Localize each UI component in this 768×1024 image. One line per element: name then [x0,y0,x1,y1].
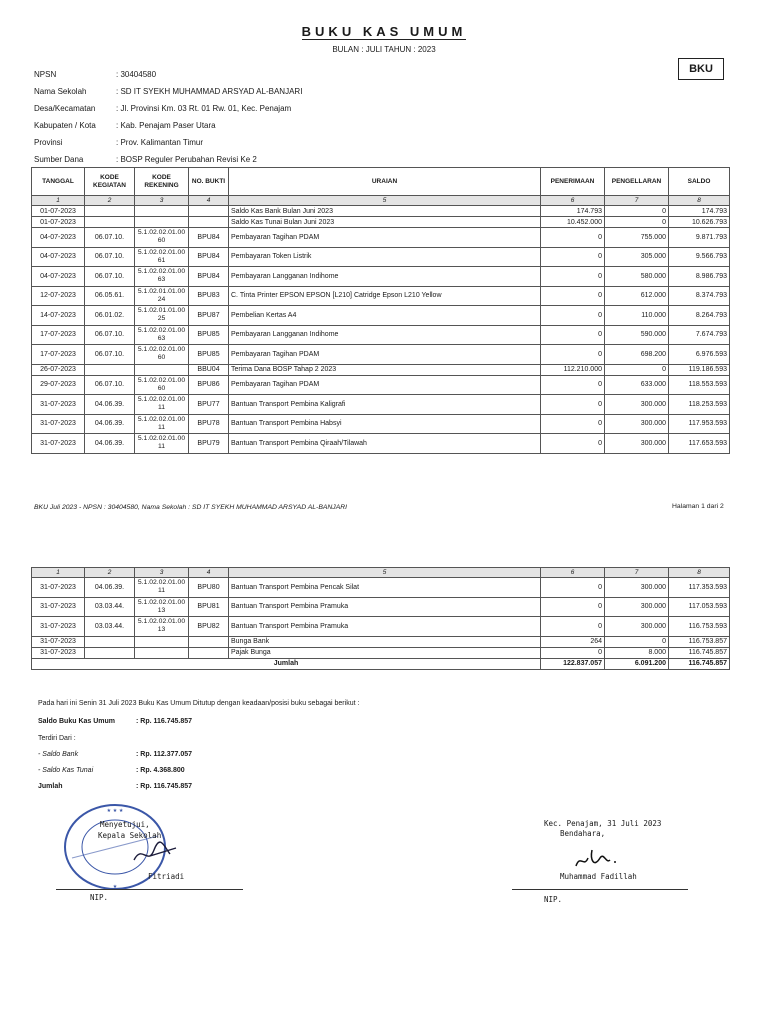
cell-kode-kegiatan: 06.07.10. [85,228,135,248]
table-row [32,375,730,395]
cell-uraian: Bantuan Transport Pembina Pencak Silat [229,578,541,598]
cell-no-bukti [189,206,229,217]
cell-kode-kegiatan: 06.07.10. [85,325,135,345]
cell-penerimaan: 0 [541,578,605,598]
cell-kode-rekening: 5.1.02.02.01.00 11 [135,434,189,454]
cell-pengeluaran: 305.000 [605,247,669,267]
info-row: Nama Sekolah : SD IT SYEKH MUHAMMAD ARSYAD AL-BANJARI [34,87,303,96]
cell-pengeluaran: 633.000 [605,375,669,395]
col-header: SALDO [669,168,730,196]
cell-kode-kegiatan: 03.03.44. [85,617,135,637]
col-header: NO. BUKTI [189,168,229,196]
table-row [32,364,730,375]
cell-saldo: 118.253.593 [669,395,730,415]
cell-saldo: 118.553.593 [669,375,730,395]
cell-pengeluaran: 300.000 [605,578,669,598]
cell-no-bukti: BPU79 [189,434,229,454]
cell-penerimaan: 0 [541,228,605,248]
cell-penerimaan: 0 [541,247,605,267]
col-header: PENERIMAAN [541,168,605,196]
cell-saldo: 119.186.593 [669,364,730,375]
table-row [32,597,730,617]
cell-tanggal: 04-07-2023 [32,247,85,267]
cell-kode-rekening: 5.1.02.02.01.00 11 [135,414,189,434]
column-number: 5 [229,568,541,578]
cell-saldo: 117.353.593 [669,578,730,598]
cell-kode-rekening: 5.1.02.02.01.00 11 [135,395,189,415]
cell-penerimaan: 0 [541,267,605,287]
bku-table-page2 [31,567,730,670]
cell-kode-kegiatan [85,364,135,375]
cell-uraian: Pembayaran Langganan Indihome [229,267,541,287]
cell-no-bukti: BBU04 [189,364,229,375]
cell-no-bukti [189,217,229,228]
headmaster-nip: NIP. [90,893,109,902]
cell-penerimaan: 0 [541,617,605,637]
treasurer-nip: NIP. [544,895,563,904]
svg-text:★ ★ ★: ★ ★ ★ [106,808,124,814]
cell-kode-rekening: 5.1.02.02.01.00 60 [135,375,189,395]
cell-penerimaan: 112.210.000 [541,364,605,375]
cell-kode-kegiatan: 06.05.61. [85,286,135,306]
cell-no-bukti: BPU78 [189,414,229,434]
terdiri-dari: Terdiri Dari : [38,735,76,742]
cell-penerimaan: 10.452.000 [541,217,605,228]
cell-tanggal: 01-07-2023 [32,206,85,217]
cell-kode-kegiatan: 04.06.39. [85,578,135,598]
column-number: 6 [541,196,605,206]
page-footer-right: Halaman 1 dari 2 [672,503,724,510]
headmaster-signature-icon [130,838,180,868]
table-row [32,217,730,228]
cell-no-bukti: BPU77 [189,395,229,415]
column-number-row [32,196,730,206]
info-row: Provinsi : Prov. Kalimantan Timur [34,138,203,147]
saldo-tunai-value: : Rp. 4.368.800 [136,767,185,774]
bku-table-page1 [31,167,730,454]
cell-saldo: 6.976.593 [669,345,730,365]
cell-kode-kegiatan: 06.07.10. [85,267,135,287]
cell-saldo: 116.753.857 [669,636,730,647]
cell-no-bukti: BPU85 [189,325,229,345]
cell-kode-rekening: 5.1.02.02.01.00 13 [135,597,189,617]
cell-kode-kegiatan: 06.01.02. [85,306,135,326]
treasurer-name: Muhammad Fadillah [560,872,637,881]
col-header: TANGGAL [32,168,85,196]
cell-kode-kegiatan: 06.07.10. [85,345,135,365]
cell-saldo: 117.053.593 [669,597,730,617]
cell-saldo: 117.653.593 [669,434,730,454]
total-label: Jumlah [32,658,541,669]
cell-kode-rekening: 5.1.02.02.01.00 63 [135,267,189,287]
column-number: 8 [669,568,730,578]
cell-no-bukti [189,636,229,647]
cell-penerimaan: 0 [541,395,605,415]
treasurer-title: Bendahara, [560,829,606,838]
cell-uraian: Pembelian Kertas A4 [229,306,541,326]
cell-pengeluaran: 0 [605,364,669,375]
closing-statement: Pada hari ini Senin 31 Juli 2023 Buku Kas Umum Ditutup dengan keadaan/posisi buku sebagai berikut : [38,700,360,707]
cell-kode-rekening: 5.1.02.02.01.00 60 [135,228,189,248]
column-number: 4 [189,196,229,206]
info-row: Kabupaten / Kota : Kab. Penajam Paser Utara [34,121,216,130]
col-header: PENGELLARAN [605,168,669,196]
column-number: 3 [135,568,189,578]
saldo-bank-label: - Saldo Bank [38,751,79,758]
cell-pengeluaran: 612.000 [605,286,669,306]
cell-penerimaan: 174.793 [541,206,605,217]
signature-line-left [56,889,243,890]
cell-tanggal: 14-07-2023 [32,306,85,326]
cell-pengeluaran: 0 [605,636,669,647]
table-row [32,345,730,365]
table-row [32,617,730,637]
cell-uraian: Bunga Bank [229,636,541,647]
cell-penerimaan: 264 [541,636,605,647]
cell-pengeluaran: 300.000 [605,414,669,434]
cell-kode-kegiatan [85,636,135,647]
col-header: KODE REKENING [135,168,189,196]
total-out: 6.091.200 [605,658,669,669]
saldo-bku-value: : Rp. 116.745.857 [136,718,193,725]
approval-label: Menyetujui, [100,820,150,829]
sign-place-date: Kec. Penajam, 31 Juli 2023 [544,819,662,828]
cell-pengeluaran: 0 [605,206,669,217]
jumlah-label: Jumlah [38,783,63,790]
cell-penerimaan: 0 [541,434,605,454]
cell-kode-rekening [135,206,189,217]
cell-pengeluaran: 0 [605,217,669,228]
cell-saldo: 8.374.793 [669,286,730,306]
cell-kode-rekening: 5.1.02.02.01.00 11 [135,578,189,598]
bku-badge: BKU [678,58,724,80]
cell-tanggal: 31-07-2023 [32,434,85,454]
cell-kode-rekening: 5.1.02.02.01.00 13 [135,617,189,637]
cell-kode-rekening: 5.1.02.01.01.00 25 [135,306,189,326]
cell-uraian: Pembayaran Langganan Indihome [229,325,541,345]
cell-saldo: 8.264.793 [669,306,730,326]
cell-kode-rekening: 5.1.02.02.01.00 63 [135,325,189,345]
total-saldo: 116.745.857 [669,658,730,669]
cell-pengeluaran: 300.000 [605,434,669,454]
cell-saldo: 174.793 [669,206,730,217]
cell-pengeluaran: 8.000 [605,647,669,658]
column-number: 3 [135,196,189,206]
cell-kode-rekening [135,217,189,228]
info-row: Desa/Kecamatan : Jl. Provinsi Km. 03 Rt. 01 Rw. 01, Kec. Penajam [34,104,292,113]
cell-uraian: Pembayaran Token Listrik [229,247,541,267]
table-row [32,434,730,454]
table-row [32,267,730,287]
cell-kode-kegiatan [85,647,135,658]
cell-no-bukti: BPU83 [189,286,229,306]
document-title: BUKU KAS UMUM [301,24,467,39]
column-number: 2 [85,196,135,206]
headmaster-name: Fitriadi [148,872,185,881]
cell-uraian: Pembayaran Tagihan PDAM [229,375,541,395]
cell-saldo: 117.953.593 [669,414,730,434]
info-row: Sumber Dana : BOSP Reguler Perubahan Revisi Ke 2 [34,155,257,164]
cell-no-bukti: BPU84 [189,267,229,287]
cell-uraian: Bantuan Transport Pembina Qiraah/Tilawah [229,434,541,454]
cell-tanggal: 04-07-2023 [32,267,85,287]
cell-pengeluaran: 590.000 [605,325,669,345]
total-in: 122.837.057 [541,658,605,669]
cell-kode-rekening [135,636,189,647]
document-subtitle: BULAN : JULI TAHUN : 2023 [332,45,436,54]
cell-no-bukti: BPU84 [189,247,229,267]
column-number-row [32,568,730,578]
cell-pengeluaran: 110.000 [605,306,669,326]
page-footer-left: BKU Juli 2023 - NPSN : 30404580, Nama Sekolah : SD IT SYEKH MUHAMMAD ARSYAD AL-BANJARI [34,504,348,511]
cell-uraian: Saldo Kas Tunai Bulan Juni 2023 [229,217,541,228]
cell-tanggal: 29-07-2023 [32,375,85,395]
cell-kode-rekening: 5.1.02.01.01.00 24 [135,286,189,306]
treasurer-signature-icon [570,846,630,872]
cell-penerimaan: 0 [541,325,605,345]
school-info [34,66,302,168]
cell-pengeluaran: 300.000 [605,597,669,617]
cell-tanggal: 31-07-2023 [32,414,85,434]
cell-kode-kegiatan: 06.07.10. [85,247,135,267]
column-number: 7 [605,568,669,578]
jumlah-value: : Rp. 116.745.857 [136,783,193,790]
total-row [32,658,730,669]
cell-tanggal: 31-07-2023 [32,395,85,415]
cell-no-bukti: BPU86 [189,375,229,395]
column-number: 8 [669,196,730,206]
cell-saldo: 116.753.593 [669,617,730,637]
col-header: KODE KEGIATAN [85,168,135,196]
table-row [32,306,730,326]
cell-uraian: C. Tinta Printer EPSON EPSON [L210] Catridge Epson L210 Yellow [229,286,541,306]
column-number: 1 [32,196,85,206]
cell-uraian: Pembayaran Tagihan PDAM [229,228,541,248]
cell-saldo: 9.871.793 [669,228,730,248]
column-number: 2 [85,568,135,578]
cell-pengeluaran: 580.000 [605,267,669,287]
table-row [32,325,730,345]
column-number: 1 [32,568,85,578]
cell-penerimaan: 0 [541,414,605,434]
cell-tanggal: 12-07-2023 [32,286,85,306]
table-row [32,636,730,647]
cell-tanggal: 31-07-2023 [32,647,85,658]
cell-uraian: Saldo Kas Bank Bulan Juni 2023 [229,206,541,217]
table-row [32,395,730,415]
svg-text:★: ★ [112,884,118,890]
table-row [32,578,730,598]
cell-saldo: 116.745.857 [669,647,730,658]
cell-saldo: 9.566.793 [669,247,730,267]
cell-tanggal: 31-07-2023 [32,578,85,598]
cell-no-bukti: BPU81 [189,597,229,617]
cell-penerimaan: 0 [541,647,605,658]
cell-tanggal: 31-07-2023 [32,636,85,647]
saldo-bku-label: Saldo Buku Kas Umum [38,718,116,725]
col-header: URAIAN [229,168,541,196]
cell-kode-kegiatan: 06.07.10. [85,375,135,395]
cell-pengeluaran: 755.000 [605,228,669,248]
cell-tanggal: 17-07-2023 [32,345,85,365]
cell-tanggal: 31-07-2023 [32,617,85,637]
cell-no-bukti [189,647,229,658]
cell-pengeluaran: 698.200 [605,345,669,365]
cell-penerimaan: 0 [541,597,605,617]
cell-no-bukti: BPU80 [189,578,229,598]
cell-kode-kegiatan [85,206,135,217]
saldo-tunai-label: - Saldo Kas Tunai [38,767,94,774]
cell-uraian: Bantuan Transport Pembina Pramuka [229,597,541,617]
cell-penerimaan: 0 [541,306,605,326]
cell-uraian: Pajak Bunga [229,647,541,658]
cell-kode-rekening: 5.1.02.02.01.00 61 [135,247,189,267]
cell-penerimaan: 0 [541,345,605,365]
cell-kode-kegiatan: 04.06.39. [85,434,135,454]
cell-kode-kegiatan [85,217,135,228]
cell-kode-rekening: 5.1.02.02.01.00 60 [135,345,189,365]
table-row [32,414,730,434]
saldo-bank-value: : Rp. 112.377.057 [136,751,193,758]
cell-no-bukti: BPU82 [189,617,229,637]
cell-kode-kegiatan: 04.06.39. [85,414,135,434]
column-number: 5 [229,196,541,206]
cell-tanggal: 26-07-2023 [32,364,85,375]
cell-pengeluaran: 300.000 [605,395,669,415]
cell-kode-rekening [135,364,189,375]
cell-uraian: Bantuan Transport Pembina Habsyi [229,414,541,434]
cell-no-bukti: BPU87 [189,306,229,326]
cell-saldo: 10.626.793 [669,217,730,228]
cell-no-bukti: BPU84 [189,228,229,248]
cell-tanggal: 31-07-2023 [32,597,85,617]
cell-penerimaan: 0 [541,286,605,306]
cell-uraian: Terima Dana BOSP Tahap 2 2023 [229,364,541,375]
signature-line-right [512,889,688,890]
table-row [32,647,730,658]
cell-uraian: Bantuan Transport Pembina Kaligrafi [229,395,541,415]
cell-tanggal: 17-07-2023 [32,325,85,345]
cell-uraian: Pembayaran Tagihan PDAM [229,345,541,365]
cell-kode-kegiatan: 04.06.39. [85,395,135,415]
cell-uraian: Bantuan Transport Pembina Pramuka [229,617,541,637]
cell-saldo: 7.674.793 [669,325,730,345]
cell-kode-kegiatan: 03.03.44. [85,597,135,617]
cell-tanggal: 01-07-2023 [32,217,85,228]
cell-penerimaan: 0 [541,375,605,395]
info-row: NPSN : 30404580 [34,70,157,79]
table-row [32,206,730,217]
cell-kode-rekening [135,647,189,658]
cell-tanggal: 04-07-2023 [32,228,85,248]
headmaster-title: Kepala Sekolah [98,831,162,840]
table-row [32,247,730,267]
cell-saldo: 8.986.793 [669,267,730,287]
column-number: 7 [605,196,669,206]
column-number: 4 [189,568,229,578]
cell-pengeluaran: 300.000 [605,617,669,637]
cell-no-bukti: BPU85 [189,345,229,365]
table-row [32,286,730,306]
table-row [32,228,730,248]
column-number: 6 [541,568,605,578]
